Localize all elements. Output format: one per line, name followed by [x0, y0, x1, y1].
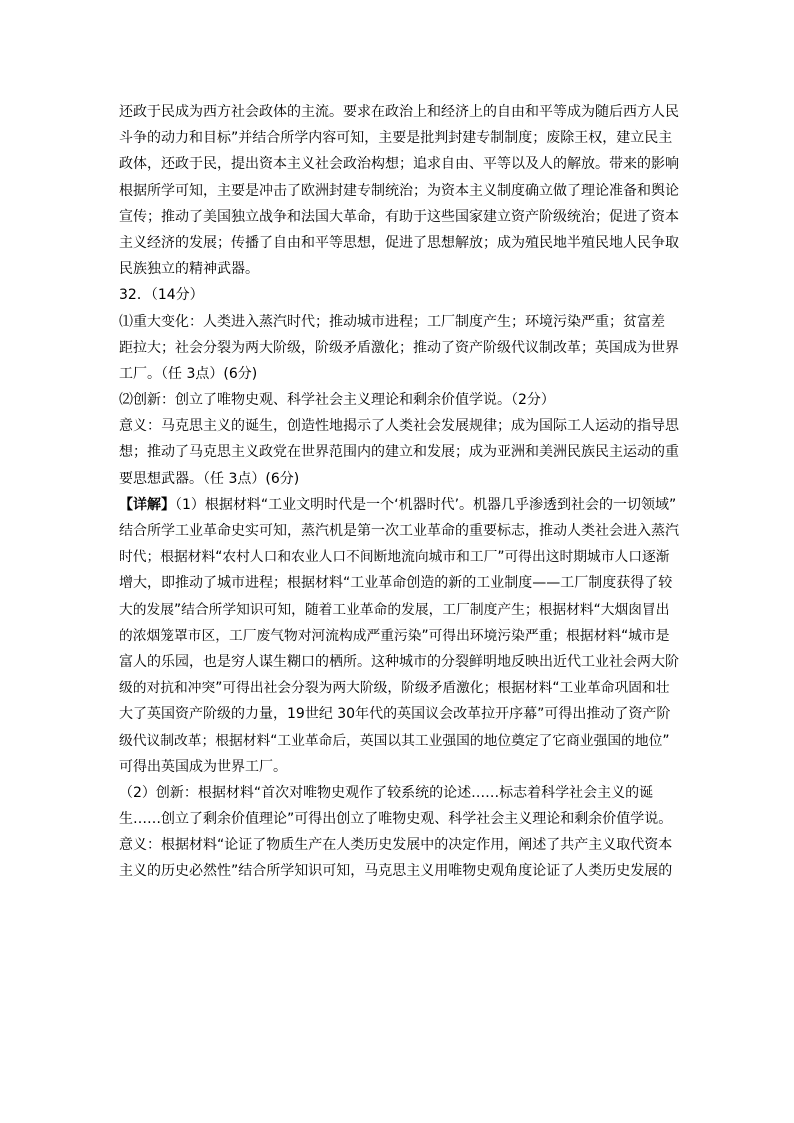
explanation-marker: 【详解】: [119, 496, 175, 513]
answer-part-2: ⑵创新：创立了唯物史观、科学社会主义理论和剩余价值学说。（2分）: [119, 392, 555, 409]
document-body: [119, 99, 679, 885]
text-line: 斗争的动力和目标”并结合所学内容可知，主要是批判封建专制制度；废除王权，建立民主: [119, 130, 673, 147]
question-number: 32．（14分）: [119, 287, 204, 304]
text-line: 宣传；推动了美国独立战争和法国大革命，有助于这些国家建立资产阶级统治；促进了资本: [119, 208, 679, 225]
text-line: 时代；根据材料“农村人口和农业人口不间断地流向城市和工厂”可得出这时期城市人口逐渐: [119, 549, 670, 566]
explanation-heading: 【详解】（1）根据材料“工业文明时代是一个‘机器时代’。机器几乎渗透到社会的一切领域”: [119, 496, 677, 513]
text-line: 主义的历史必然性”结合所学知识可知，马克思主义用唯物史观角度论证了人类历史发展的: [119, 863, 673, 880]
text-line: 生……创立了剩余价值理论”可得出创立了唯物史观、科学社会主义理论和剩余价值学说。: [119, 811, 673, 828]
answer-part-1: ⑴重大变化：人类进入蒸汽时代；推动城市进程；工厂制度产生；环境污染严重；贫富差: [119, 313, 665, 330]
text-line: 工厂。（任 3点）(6分): [119, 365, 258, 382]
text-line: 想；推动了马克思主义政党在世界范围内的建立和发展；成为亚洲和美洲民族民主运动的重: [119, 444, 679, 461]
text-line: 距拉大；社会分裂为两大阶级，阶级矛盾激化；推动了资产阶级代议制改革；英国成为世界: [119, 339, 679, 356]
text-line: 增大，即推动了城市进程；根据材料“工业革命创造的新的工业制度——工厂制度获得了较: [119, 575, 673, 592]
text-line: 级的对抗和冲突”可得出社会分裂为两大阶级，阶级矛盾激化；根据材料“工业革命巩固和壮: [119, 680, 670, 697]
text-line: 主义经济的发展；传播了自由和平等思想，促进了思想解放；成为殖民地半殖民地人民争取: [119, 234, 679, 251]
text-line: 可得出英国成为世界工厂。: [119, 758, 287, 775]
text-line: 意义：马克思主义的诞生，创造性地揭示了人类社会发展规律；成为国际工人运动的指导思: [119, 418, 679, 435]
text-line: 大的发展”结合所学知识可知，随着工业革命的发展，工厂制度产生；根据材料“大烟囱冒出: [119, 601, 670, 618]
text-line: 结合所学工业革命史实可知，蒸汽机是第一次工业革命的重要标志，推动人类社会进入蒸汽: [119, 523, 679, 539]
text-line: 要思想武器。（任 3点）(6分): [119, 470, 300, 487]
text-line: 意义：根据材料“论证了物质生产在人类历史发展中的决定作用，阐述了共产主义取代资本: [119, 837, 673, 854]
text-line: 级代议制改革；根据材料“工业革命后，英国以其工业强国的地位奠定了它商业强国的地位”: [119, 732, 670, 749]
text-line: （2）创新：根据材料“首次对唯物史观作了较系统的论述……标志着科学社会主义的诞: [119, 784, 654, 801]
text-line: 富人的乐园，也是穷人谋生糊口的栖所。这种城市的分裂鲜明地反映出近代工业社会两大阶: [119, 653, 679, 670]
text-line: 民族独立的精神武器。: [119, 261, 259, 278]
text-line: 大了英国资产阶级的力量，19世纪 30年代的英国议会改革拉开序幕”可得出推动了资产阶: [119, 706, 671, 723]
text-line: 还政于民成为西方社会政体的主流。要求在政治上和经济上的自由和平等成为随后西方人民: [119, 104, 679, 120]
text-line: 根据所学可知，主要是冲击了欧洲封建专制统治；为资本主义制度确立做了理论准备和舆论: [119, 182, 679, 199]
text-line: 政体，还政于民，提出资本主义社会政治构想；追求自由、平等以及人的解放。带来的影响: [119, 156, 679, 173]
text-line: 的浓烟笼罩市区，工厂废气物对河流构成严重污染”可得出环境污染严重；根据材料“城市是: [119, 627, 670, 644]
